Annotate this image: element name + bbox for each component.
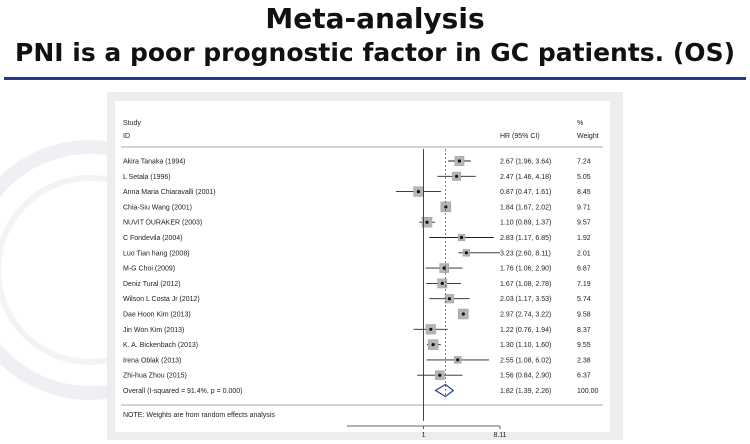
x-tick-label: 8.11 <box>493 432 507 439</box>
weight-label: 5.74 <box>577 296 591 304</box>
weight-label: 6.37 <box>577 372 591 380</box>
overall-diamond <box>436 385 454 397</box>
header-study: Study <box>123 120 141 127</box>
forest-plot <box>115 101 610 439</box>
forest-plot-svg <box>115 101 610 439</box>
point-estimate <box>460 236 463 239</box>
forest-axis <box>347 149 507 439</box>
hr-ci-label: 2.55 (1.08, 6.02) <box>500 357 552 365</box>
weight-label: 5.05 <box>577 173 591 181</box>
study-row <box>123 234 591 242</box>
point-estimate <box>462 312 465 315</box>
hr-ci-label: 2.47 (1.46, 4.18) <box>500 173 552 181</box>
hr-ci-label: 1.10 (0.89, 1.37) <box>500 219 552 227</box>
study-row <box>123 309 591 319</box>
study-row <box>123 325 591 335</box>
study-label: Jin Won Kim (2013) <box>123 326 185 334</box>
study-row <box>123 294 591 303</box>
study-row <box>123 156 591 165</box>
study-row <box>123 249 591 257</box>
study-label: Luo Tian hang (2008) <box>123 250 190 258</box>
point-estimate <box>448 297 451 300</box>
point-estimate <box>429 328 432 331</box>
weight-label: 7.24 <box>577 158 591 166</box>
study-label: M-G Choi (2009) <box>123 265 176 273</box>
study-row <box>123 217 591 227</box>
overall-hr-label: 1.82 (1.39, 2.26) <box>500 388 552 395</box>
hr-ci-label: 1.30 (1.10, 1.60) <box>500 342 552 350</box>
study-label: Dae Hoon Kim (2013) <box>123 311 191 319</box>
study-row <box>123 340 591 350</box>
hr-ci-label: 0.87 (0.47, 1.61) <box>500 189 552 197</box>
study-row <box>123 279 591 288</box>
point-estimate <box>432 343 435 346</box>
weight-label: 9.71 <box>577 204 591 212</box>
point-estimate <box>425 221 428 224</box>
study-row <box>123 356 591 364</box>
study-row <box>123 264 591 273</box>
weight-label: 1.92 <box>577 235 591 242</box>
weight-label: 8.37 <box>577 326 591 334</box>
x-tick-label: 1 <box>421 432 426 439</box>
study-label: NUVIT DURAKER (2003) <box>123 219 203 227</box>
study-label: Akira Tanaka (1994) <box>123 158 186 166</box>
study-label: Wilson L Costa Jr (2012) <box>123 296 200 304</box>
point-estimate <box>441 282 444 285</box>
hr-ci-label: 1.84 (1.67, 2.02) <box>500 204 552 212</box>
header-hr: HR (95% CI) <box>500 133 540 140</box>
weight-label: 6.87 <box>577 265 591 273</box>
overall-label: Overall (I-squared = 91.4%, p = 0.000) <box>123 388 243 395</box>
hr-ci-label: 2.03 (1.17, 3.53) <box>500 296 552 304</box>
study-row <box>123 371 591 380</box>
weight-label: 2.38 <box>577 357 591 365</box>
study-label: Irena Oblak (2013) <box>123 357 182 365</box>
header-percent: % <box>577 120 584 127</box>
study-row <box>123 187 591 197</box>
point-estimate <box>465 251 468 254</box>
hr-ci-label: 2.67 (1.96, 3.64) <box>500 158 552 166</box>
header-id: ID <box>123 133 130 140</box>
overall-row <box>123 385 599 397</box>
study-label: L Setala (1996) <box>123 173 171 181</box>
weight-label: 9.55 <box>577 342 591 350</box>
point-estimate <box>438 374 441 377</box>
weight-label: 8.45 <box>577 189 591 197</box>
study-label: Chia-Siu Wang (2001) <box>123 204 192 212</box>
study-row <box>123 172 591 181</box>
hr-ci-label: 2.83 (1.17, 6.85) <box>500 235 552 242</box>
study-label: Anna Maria Chiaravalli (2001) <box>123 189 216 197</box>
hr-ci-label: 1.76 (1.06, 2.90) <box>500 265 552 273</box>
point-estimate <box>458 159 461 162</box>
weight-label: 9.58 <box>577 311 591 319</box>
overall-weight-label: 100.00 <box>577 388 599 395</box>
point-estimate <box>456 358 459 361</box>
study-label: Deniz Tural (2012) <box>123 280 181 288</box>
slide-title: Meta-analysis <box>265 2 485 35</box>
study-label: Zhi-hua Zhou (2015) <box>123 372 187 380</box>
weights-note: NOTE: Weights are from random effects analysis <box>123 412 275 419</box>
weight-label: 2.01 <box>577 250 591 258</box>
study-label: C Fondevila (2004) <box>123 235 183 242</box>
study-label: K. A. Bickenbach (2013) <box>123 342 199 350</box>
hr-ci-label: 3.23 (2.60, 8.11) <box>500 250 551 258</box>
point-estimate <box>417 190 420 193</box>
forest-rows <box>123 156 599 396</box>
slide-subtitle: PNI is a poor prognostic factor in GC patients. (OS) <box>15 38 735 67</box>
weight-label: 9.57 <box>577 219 591 227</box>
header-weight: Weight <box>577 133 599 140</box>
study-row <box>123 202 591 212</box>
hr-ci-label: 1.56 (0.84, 2.90) <box>500 372 552 380</box>
hr-ci-label: 1.67 (1.08, 2.78) <box>500 280 552 288</box>
title-underline <box>4 77 746 80</box>
hr-ci-label: 1.22 (0.76, 1.94) <box>500 326 552 334</box>
weight-label: 7.19 <box>577 280 591 288</box>
point-estimate <box>455 175 458 178</box>
hr-ci-label: 2.97 (2.74, 3.22) <box>500 311 552 319</box>
